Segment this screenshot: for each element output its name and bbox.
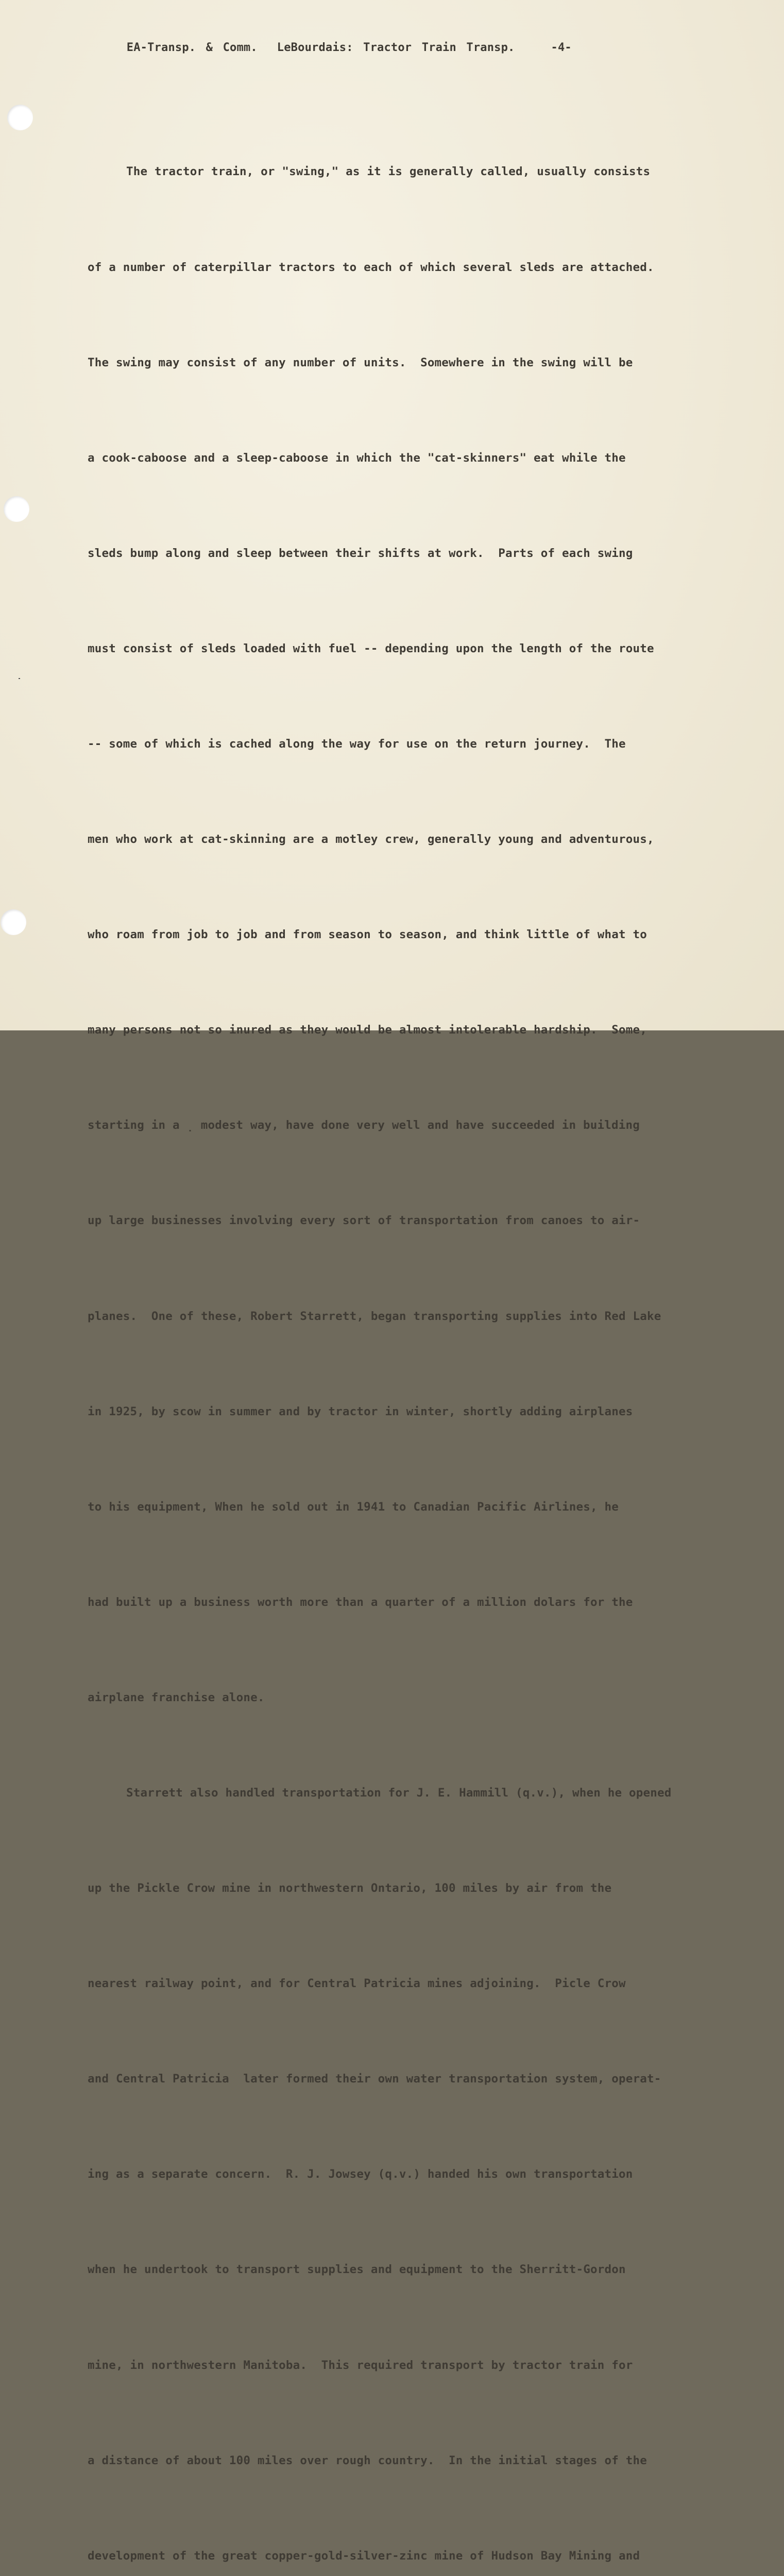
- paragraph-line: ing as a separate concern. R. J. Jowsey (q.v.) handed his own transportation: [88, 2167, 633, 2181]
- paragraph-line: of a number of caterpillar tractors to each of which several sleds are attached.: [88, 260, 654, 274]
- paragraph-line: in 1925, by scow in summer and by tractor in winter, shortly adding airplanes: [88, 1404, 633, 1418]
- paragraph-line: nearest railway point, and for Central Patricia mines adjoining. Picle Crow: [88, 1977, 626, 1991]
- paragraph-line: to his equipment, When he sold out in 1941 to Canadian Pacific Airlines, he: [88, 1500, 619, 1514]
- paragraph-line: airplane franchise alone.: [88, 1690, 265, 1704]
- punch-hole: [1, 909, 26, 935]
- stray-ink-mark: [19, 678, 20, 679]
- paragraph-line: a cook-caboose and a sleep-caboose in which the "cat-skinners" eat while the: [88, 451, 626, 465]
- paragraph-line: up the Pickle Crow mine in northwestern Ontario, 100 miles by air from the: [88, 1882, 612, 1895]
- paragraph-line: mine, in northwestern Manitoba. This required transport by tractor train for: [88, 2358, 633, 2372]
- punch-hole: [7, 105, 33, 130]
- paragraph-line: must consist of sleds loaded with fuel -- depending upon the length of the route: [88, 641, 654, 655]
- paragraph-line: starting in a ̣ modest way, have done very well and have succeeded in building: [88, 1118, 640, 1132]
- paragraph-line: men who work at cat-skinning are a motley crew, generally young and adventurous,: [88, 833, 654, 846]
- paragraph-line: planes. One of these, Robert Starrett, began transporting supplies into Red Lake: [88, 1309, 661, 1323]
- paragraph-line: The swing may consist of any number of units. Somewhere in the swing will be: [88, 355, 633, 369]
- paragraph-line: sleds bump along and sleep between their shifts at work. Parts of each swing: [88, 546, 633, 560]
- paragraph-line: many persons not so inured as they would be almost intolerable hardship. Some,: [88, 1023, 647, 1037]
- body-text: [88, 93, 671, 2576]
- paragraph-line: Starrett also handled transportation for J. E. Hammill (q.v.), when he opened: [126, 1786, 672, 1800]
- paragraph-line: a distance of about 100 miles over rough country. In the initial stages of the: [88, 2453, 647, 2467]
- paragraph-line: had built up a business worth more than a quarter of a million dolars for the: [88, 1595, 633, 1609]
- paragraph-line: who roam from job to job and from season to season, and think little of what to: [88, 928, 647, 942]
- header-section: EA-Transp. & Comm.: [126, 41, 258, 54]
- paragraph-line: up large businesses involving every sort of transportation from canoes to air-: [88, 1214, 640, 1228]
- page-number: -4-: [551, 41, 572, 54]
- paragraph-line: The tractor train, or "swing," as it is generally called, usually consists: [126, 165, 651, 179]
- paragraph-line: and Central Patricia later formed their own water transportation system, operat-: [88, 2072, 661, 2086]
- punch-hole: [4, 496, 29, 522]
- page-header: [87, 28, 572, 67]
- paragraph-line: -- some of which is cached along the way for use on the return journey. The: [88, 737, 626, 751]
- paragraph-line: development of the great copper-gold-silver-zinc mine of Hudson Bay Mining and: [88, 2549, 640, 2563]
- paragraph-line: when he undertook to transport supplies and equipment to the Sherritt-Gordon: [88, 2263, 626, 2277]
- header-title: LeBourdais: Tractor Train Transp.: [277, 41, 515, 54]
